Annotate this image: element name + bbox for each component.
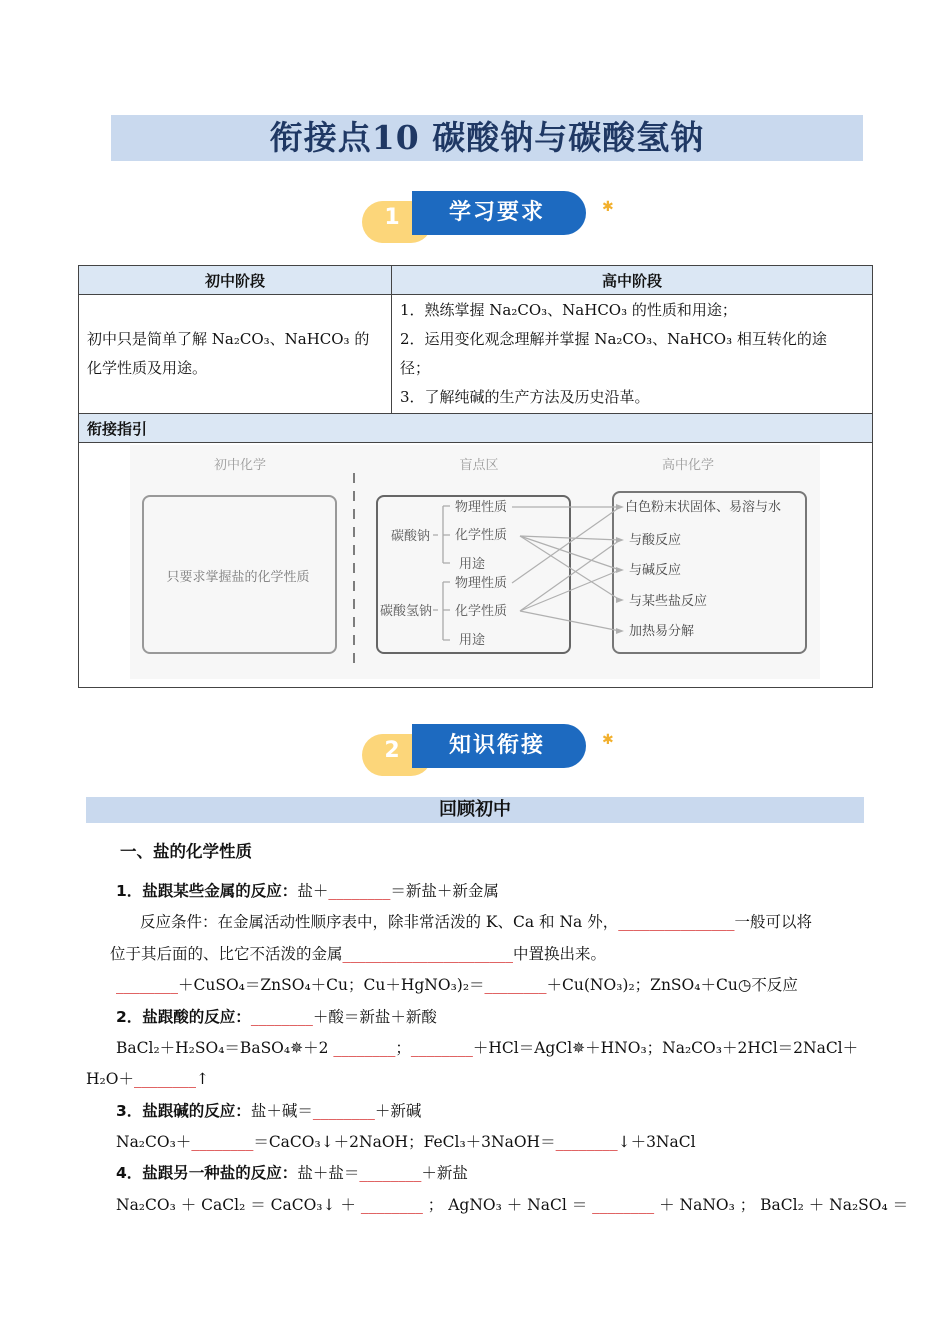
blank: ________ — [133, 1070, 196, 1088]
group2-item: 化学性质 — [455, 604, 508, 619]
line-3: 位于其后面的、比它不活泼的金属______________________中置换出来。 — [110, 945, 607, 963]
line-8: 3．盐跟碱的反应：盐＋碱＝________＋新碱 — [116, 1102, 422, 1120]
diagram-title-blindspot: 盲点区 — [459, 458, 499, 473]
badge-knowledge-link — [362, 724, 614, 780]
senior-item: 与某些盐反应 — [629, 594, 708, 609]
junior-line: 化学性质及用途。 — [87, 359, 208, 377]
group2-item: 用途 — [459, 633, 486, 648]
blank: ________ — [250, 1008, 313, 1026]
diagram-title-junior: 初中化学 — [213, 458, 267, 473]
review-title: 回顾初中 — [439, 799, 511, 820]
badge-number: 2 — [384, 738, 400, 763]
diagram-title-senior: 高中化学 — [661, 458, 715, 473]
senior-item: 与酸反应 — [629, 533, 682, 548]
line-4: ________＋CuSO₄＝ZnSO₄＋Cu；Cu＋HgNO₃)₂＝________＋Cu(NO₃)₂；ZnSO₄＋Cu◷不反应 — [116, 976, 798, 994]
middle-box — [377, 496, 570, 653]
line-1: 1．盐跟某些金属的反应：盐＋________＝新盐＋新金属 — [116, 882, 499, 900]
line-6: BaCl₂＋H₂SO₄＝BaSO₄✵＋2 ________；________＋HCl＝AgCl✵＋HNO₃；Na₂CO₃＋2HCl＝2NaCl＋ — [116, 1039, 859, 1057]
blank: ________ — [592, 1196, 655, 1214]
badge-learning-requirements — [362, 191, 614, 247]
group1-item: 物理性质 — [455, 500, 508, 515]
badge-label: 知识衔接 — [448, 733, 545, 758]
col-junior-header: 初中阶段 — [79, 266, 392, 295]
line-5: 2．盐跟酸的反应：________＋酸＝新盐＋新酸 — [116, 1008, 437, 1026]
blank: ________ — [484, 976, 547, 994]
junior-line: 初中只是简单了解 Na₂CO₃、NaHCO₃ 的 — [87, 330, 370, 348]
group2-item: 物理性质 — [455, 576, 508, 591]
senior-line: 3．了解纯碱的生产方法及历史沿革。 — [400, 388, 650, 406]
badge-label: 学习要求 — [448, 200, 545, 225]
blank: ________ — [328, 882, 391, 900]
line-10: 4．盐跟另一种盐的反应：盐＋盐＝________＋新盐 — [116, 1164, 468, 1182]
line-2: 反应条件：在金属活动性顺序表中，除非常活泼的 K、Ca 和 Na 外，_______________一般可以将 — [140, 913, 812, 931]
senior-line: 2．运用变化观念理解并掌握 Na₂CO₃、NaHCO₃ 相互转化的途 — [400, 330, 827, 348]
junior-cell — [79, 295, 392, 414]
group1-item: 化学性质 — [455, 528, 508, 543]
star-icon: ✱ — [602, 199, 614, 215]
line-7: H₂O＋________↑ — [86, 1070, 209, 1088]
blank: ________ — [360, 1196, 423, 1214]
senior-item: 加热易分解 — [629, 624, 695, 639]
page-title: 衔接点10 碳酸钠与碳酸氢钠 — [269, 118, 705, 157]
blank: ________ — [359, 1164, 422, 1182]
senior-cell — [392, 295, 873, 414]
senior-item: 白色粉末状固体、易溶与水 — [625, 500, 782, 515]
group1-item: 用途 — [459, 557, 486, 572]
line-9: Na₂CO₃＋________＝CaCO₃↓＋2NaOH；FeCl₃＋3NaOH＝________↓＋3NaCl — [116, 1133, 696, 1151]
blank: ______________________ — [342, 945, 514, 963]
junior-box-text: 只要求掌握盐的化学性质 — [166, 570, 310, 585]
line-11: Na₂CO₃ ＋ CaCl₂ ＝ CaCO₃↓ ＋ ________ ； AgNO₃ ＋ NaCl ＝ ________ ＋ NaNO₃ ； BaCl₂ ＋ Na₂SO₄ ＝ — [116, 1196, 909, 1214]
group-sodium-bicarbonate: 碳酸氢钠 — [380, 604, 433, 619]
senior-item: 与碱反应 — [629, 563, 682, 578]
blank: ________ — [312, 1102, 375, 1120]
concept-diagram — [130, 445, 820, 679]
senior-line: 径； — [400, 359, 431, 377]
blank: _______________ — [618, 913, 735, 931]
senior-line: 1．熟练掌握 Na₂CO₃、NaHCO₃ 的性质和用途； — [400, 301, 737, 319]
blank: ________ — [191, 1133, 254, 1151]
guide-label: 衔接指引 — [79, 414, 873, 443]
blank: ________ — [410, 1039, 473, 1057]
blank: ________ — [333, 1039, 396, 1057]
section-heading: 一、盐的化学性质 — [120, 842, 252, 861]
badge-number: 1 — [384, 205, 400, 230]
blank: ________ — [116, 976, 178, 994]
blank: ________ — [555, 1133, 618, 1151]
star-icon: ✱ — [602, 732, 614, 748]
group-sodium-carbonate: 碳酸钠 — [391, 529, 431, 544]
col-senior-header: 高中阶段 — [392, 266, 873, 295]
